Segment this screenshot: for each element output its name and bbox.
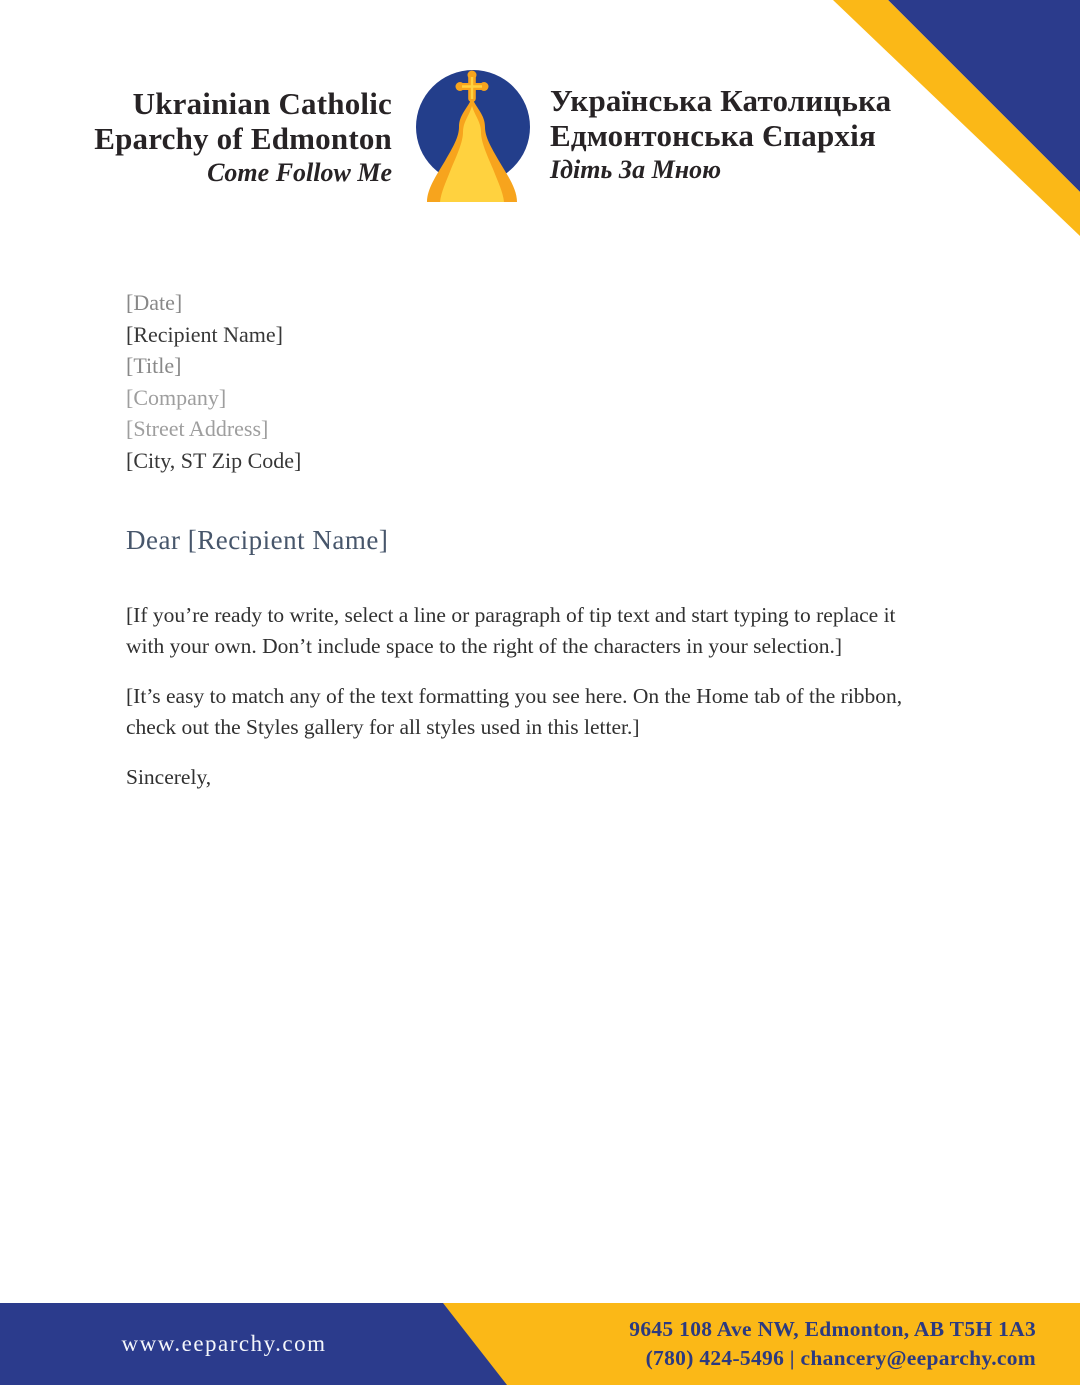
dome-cross-icon (408, 68, 536, 206)
body-paragraph-1: [If you’re ready to write, select a line or paragraph of tip text and start typing to replace it with your own. Don’t include space to the right of the characters in your selection.] (126, 603, 896, 658)
title-placeholder: [Title] (126, 353, 182, 378)
recipient-name-placeholder: [Recipient Name] (126, 321, 283, 347)
recipient-address-block (126, 287, 970, 476)
tagline-english: Come Follow Me (207, 158, 392, 187)
org-name-en-line2: Eparchy of Edmonton (94, 121, 392, 156)
company-placeholder: [Company] (126, 384, 227, 410)
letter-content (126, 287, 970, 812)
street-address-placeholder: [Street Address] (126, 416, 269, 441)
org-name-en-line1: Ukrainian Catholic (132, 86, 392, 121)
org-name-ukrainian (550, 66, 1080, 187)
footer-contact-block (629, 1303, 1036, 1385)
eparchy-logo (408, 68, 536, 206)
footer-website: www.eeparchy.com (121, 1331, 327, 1356)
org-name-english (0, 66, 392, 190)
city-state-zip-placeholder: [City, ST Zip Code] (126, 447, 302, 473)
date-placeholder: [Date] (126, 290, 183, 315)
footer-phone-email-line: (780) 424-5496 | chancery@eeparchy.com (645, 1346, 1036, 1370)
salutation: Dear [Recipient Name] (126, 525, 389, 555)
letterhead (0, 66, 1080, 206)
org-name-uk-line1: Українська Католицька (550, 83, 892, 118)
body-paragraph-2: [It’s easy to match any of the text formatting you see here. On the Home tab of the ribbon, check out the Styles gallery for all styles used in this letter.] (126, 684, 903, 739)
org-name-uk-line2: Едмонтонська Єпархія (550, 118, 876, 153)
closing-line: Sincerely, (126, 765, 212, 789)
tagline-ukrainian: Ідіть За Мною (550, 155, 722, 184)
footer-bar (0, 1303, 1080, 1385)
footer-address-line: 9645 108 Ave NW, Edmonton, AB T5H 1A3 (629, 1317, 1036, 1341)
